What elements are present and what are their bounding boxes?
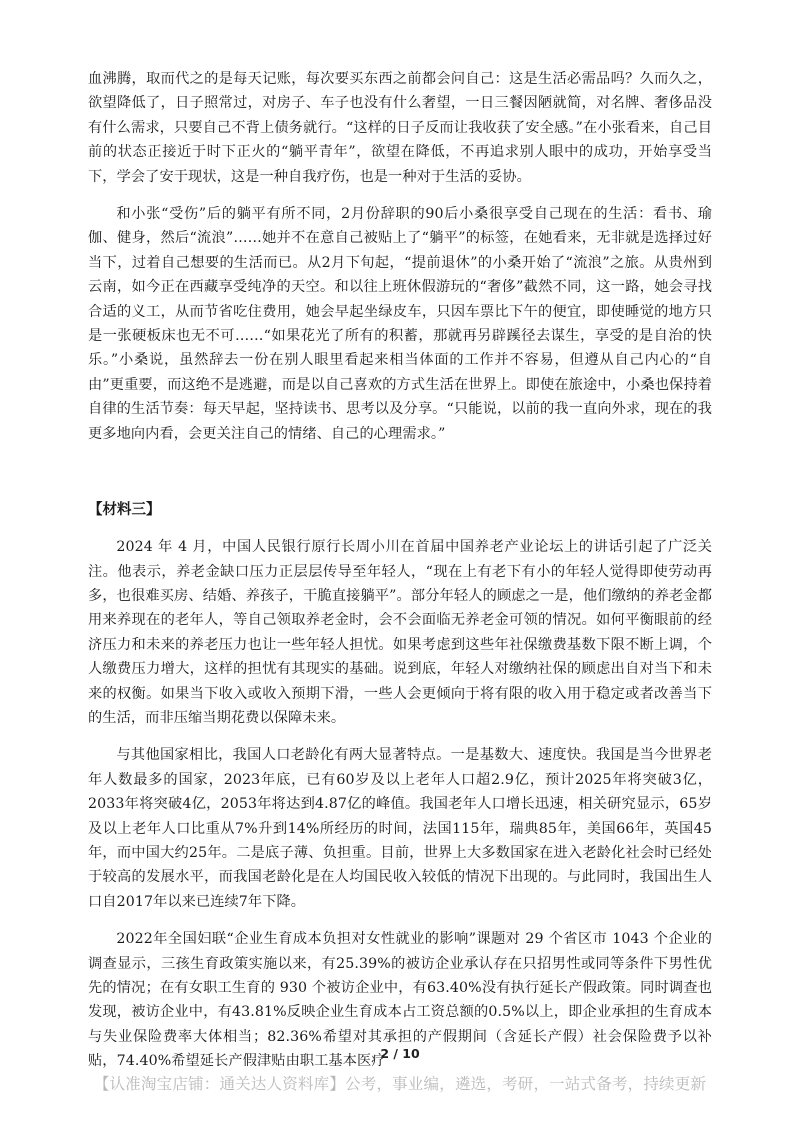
- footer-watermark: 【认准淘宝店铺：通关达人资料库】公考，事业编，遴选，考研，一站式备考，持续更新: [93, 1075, 707, 1093]
- paragraph-xiaosang: 和小张“受伤”后的躺平有所不同，2月份辞职的90后小桑很享受自己现在的生活：看书、瑜伽、健身，然后“流浪”……她并不在意自己被贴上了“躺平”的标签，在她看来，无非就是选择过好当下，过着自己想要的生活而已。从2月下旬起，“提前退休”的小桑开始了“流浪”之旅。从贵州到云南，如今正在西藏享受纯净的天空。和以往上班休假游玩的“奢侈”截然不同，这一路，她会寻找合适的义工，从而节省吃住费用，她会早起坐绿皮车，只因车票比下午的便宜，即使睡觉的地方只是一张硬板床也无不可……“如果花光了所有的积蓄，那就再另辟蹊径去谋生，享受的是自治的快乐。”小桑说，虽然辞去一份在别人眼里看起来相当体面的工作并不容易，但遵从自己内心的“自由”更重要，而这绝不是逃避，而是以自己喜欢的方式生活在世界上。即使在旅途中，小桑也保持着自律的生活节奏：每天早起，坚持读书、思考以及分享。“只能说，以前的我一直向外求，现在的我更多地向内看，会更关注自己的情绪、自己的心理需求。”: [88, 206, 712, 442]
- document-body: [88, 67, 712, 1087]
- paragraph-continuation: 血沸腾，取而代之的是每天记账，每次要买东西之前都会问自己：这是生活必需品吗？久而久之，欲望降低了，日子照常过，对房子、车子也没有什么奢望，一日三餐因陋就简，对名牌、奢侈品没有什么需求，只要自己不背上债务就行。“这样的日子反而让我收获了安全感。”在小张看来，自己目前的状态正接近于时下正火的“躺平青年”，欲望在降低，不再追求别人眼中的成功，开始享受当下，学会了安于现状，这是一种自我疗伤，也是一种对于生活的妥协。: [88, 71, 712, 185]
- paragraph-survey: 2022年全国妇联“企业生育成本负担对女性就业的影响”课题对 29 个省区市 1043 个企业的调查显示，三孩生育政策实施以来，有25.39%的被访企业承认存在只招男性或同等条件下男性优先的情况；在有女职工生育的 930 个被访企业中，有63.40%没有执行延长产假政策。同时调查也发现，被访企业中，有43.81%反映企业生育成本占工资总额的0.5%以上，即企业承担的生育成本与失业保险费率大体相当；82.36%希望对其承担的产假期间（含延长产假）社会保险费予以补贴，74.40%希望延长产假津贴由职工基本医疗: [88, 931, 712, 1070]
- page-number: 2 / 10: [380, 1046, 420, 1061]
- section-title-material-3: 【材料三】: [88, 502, 161, 519]
- paragraph-aging: 与其他国家相比，我国人口老龄化有两大显著特点。一是基数大、速度快。我国是当今世界老年人数最多的国家，2023年底，已有60岁及以上老年人口超2.9亿，预计2025年将突破3亿，2033年将突破4亿，2053年将达到4.87亿的峰值。我国老年人口增长迅速，相关研究显示，65岁及以上老年人口比重从7%升到14%所经历的时间，法国115年，瑞典85年，美国66年，英国45年，而中国大约25年。二是底子薄、负担重。目前，世界上大多数国家在进入老龄化社会时已经处于较高的发展水平，而我国老龄化是在人均国民收入较低的情况下出现的。与此同时，我国出生人口自2017年以来已连续7年下降。: [88, 747, 712, 910]
- paragraph-pension: 2024 年 4 月，中国人民银行原行长周小川在首届中国养老产业论坛上的讲话引起了广泛关注。他表示，养老金缺口压力正层层传导至年轻人，“现在上有老下有小的年轻人觉得即使劳动再多，也很难买房、结婚、养孩子，干脆直接躺平”。部分年轻人的顾虑之一是，他们缴纳的养老金都用来养现在的老年人，等自己领取养老金时，会不会面临无养老金可领的情况。如何平衡眼前的经济压力和未来的养老压力也让一些年轻人担忧。如果考虑到这些年社保缴费基数下限不断上调，个人缴费压力增大，这样的担忧有其现实的基础。说到底，年轻人对缴纳社保的顾虑出自对当下和未来的权衡。如果当下收入或收入预期下滑，一些人会更倾向于将有限的收入用于稳定或者改善当下的生活，而非压缩当期花费以保障未来。: [88, 539, 712, 726]
- section-spacer: [88, 459, 712, 499]
